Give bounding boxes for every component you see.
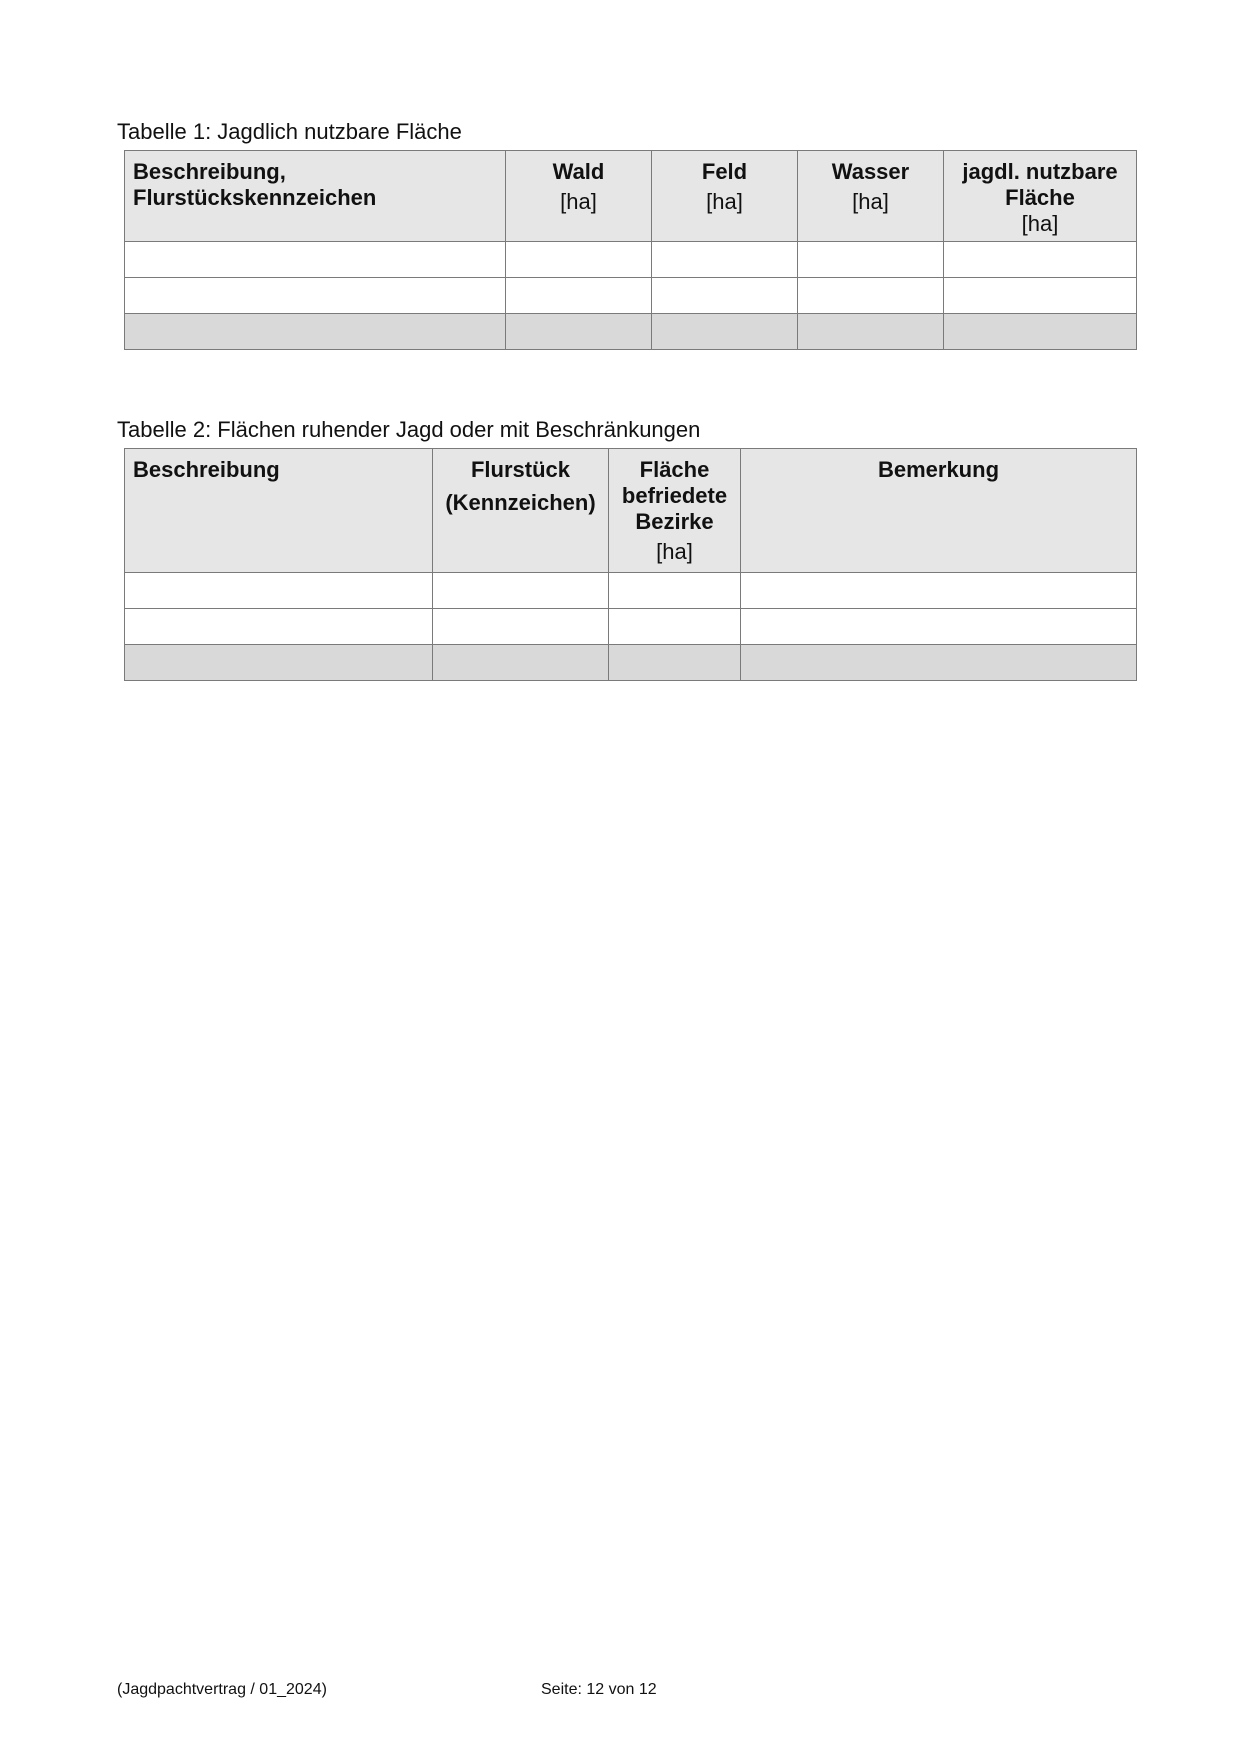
- table2-summary-cell[interactable]: [609, 645, 741, 681]
- table1-cell[interactable]: [652, 278, 798, 314]
- table1-cell[interactable]: [798, 242, 944, 278]
- table1-summary-row: [125, 314, 1137, 350]
- table1-cell[interactable]: [652, 242, 798, 278]
- table1-header-feld: [652, 151, 798, 242]
- table2-caption: Tabelle 2: Flächen ruhender Jagd oder mit Beschränkungen: [117, 417, 701, 442]
- table1-cell[interactable]: [506, 242, 652, 278]
- table1-cell[interactable]: [506, 278, 652, 314]
- table2-cell[interactable]: [741, 609, 1137, 645]
- table1-header-beschreibung: [125, 151, 506, 242]
- table2-cell[interactable]: [609, 573, 741, 609]
- table2-header-beschreibung: [125, 449, 433, 573]
- table1-row: [125, 242, 1137, 278]
- table2-cell[interactable]: [741, 573, 1137, 609]
- table1-cell[interactable]: [944, 242, 1137, 278]
- table1-header-wasser-unit: [ha]: [852, 189, 889, 214]
- table1-header-nutzbare-flaeche-unit: [ha]: [1021, 211, 1059, 236]
- table2-header-flaeche-unit: [ha]: [656, 539, 693, 564]
- table1-summary-cell[interactable]: [506, 314, 652, 350]
- table1-cell[interactable]: [798, 278, 944, 314]
- table2-header-beschreibung-title: Beschreibung: [133, 457, 280, 482]
- table1-cell[interactable]: [125, 242, 506, 278]
- table1-header-beschreibung-line2: Flurstückskennzeichen: [133, 185, 377, 210]
- table1-header-nutzbare-flaeche-line1: jagdl. nutzbare: [962, 159, 1118, 184]
- table2-summary-cell[interactable]: [741, 645, 1137, 681]
- table2-header-bemerkung: [741, 449, 1137, 573]
- table1-header-wald-title: Wald: [552, 159, 605, 184]
- table2-cell[interactable]: [609, 609, 741, 645]
- table2-header-flurstueck-title: Flurstück: [470, 457, 571, 482]
- table2-header-flurstueck-subtitle: (Kennzeichen): [445, 490, 596, 515]
- table1-header-beschreibung-line1: Beschreibung,: [133, 159, 286, 184]
- table1-header-wasser-title: Wasser: [831, 159, 910, 184]
- table1-header-wald-unit: [ha]: [560, 189, 597, 214]
- table2-header-row: [125, 449, 1137, 573]
- table2-row: [125, 609, 1137, 645]
- table2-header-flaeche: [609, 449, 741, 573]
- table1-header-feld-title: Feld: [701, 159, 748, 184]
- table2-summary-cell[interactable]: [125, 645, 433, 681]
- table2-header-bemerkung-title: Bemerkung: [877, 457, 1000, 482]
- table1-row: [125, 278, 1137, 314]
- table1-cell[interactable]: [944, 278, 1137, 314]
- table1-cell[interactable]: [125, 278, 506, 314]
- table1-header-nutzbare-flaeche-line2: Fläche: [1005, 185, 1075, 210]
- footer-page-number: Seite: 12 von 12: [541, 1681, 657, 1698]
- table1-caption: Tabelle 1: Jagdlich nutzbare Fläche: [117, 119, 462, 144]
- table2-cell[interactable]: [125, 573, 433, 609]
- table2-cell[interactable]: [433, 609, 609, 645]
- table-ruhende-jagd: [124, 448, 1137, 681]
- table2-header-flaeche-line3: Bezirke: [635, 509, 714, 534]
- table1-summary-cell[interactable]: [798, 314, 944, 350]
- table1-header-wald: [506, 151, 652, 242]
- table1-header-nutzbare-flaeche: [944, 151, 1137, 242]
- table1-header-row: [125, 151, 1137, 242]
- table2-header-flaeche-line1: Fläche: [639, 457, 710, 482]
- table2-cell[interactable]: [433, 573, 609, 609]
- table-jagdlich-nutzbare-flaeche: [124, 150, 1137, 350]
- table1-header-feld-unit: [ha]: [706, 189, 743, 214]
- table2-header-flurstueck: [433, 449, 609, 573]
- table2-row: [125, 573, 1137, 609]
- table2-cell[interactable]: [125, 609, 433, 645]
- table2-summary-cell[interactable]: [433, 645, 609, 681]
- table1-summary-cell[interactable]: [125, 314, 506, 350]
- table1-summary-cell[interactable]: [944, 314, 1137, 350]
- table2-header-flaeche-line2: befriedete: [621, 483, 728, 508]
- footer-document-id: (Jagdpachtvertrag / 01_2024): [117, 1681, 327, 1698]
- table1-header-wasser: [798, 151, 944, 242]
- table1-summary-cell[interactable]: [652, 314, 798, 350]
- table2-summary-row: [125, 645, 1137, 681]
